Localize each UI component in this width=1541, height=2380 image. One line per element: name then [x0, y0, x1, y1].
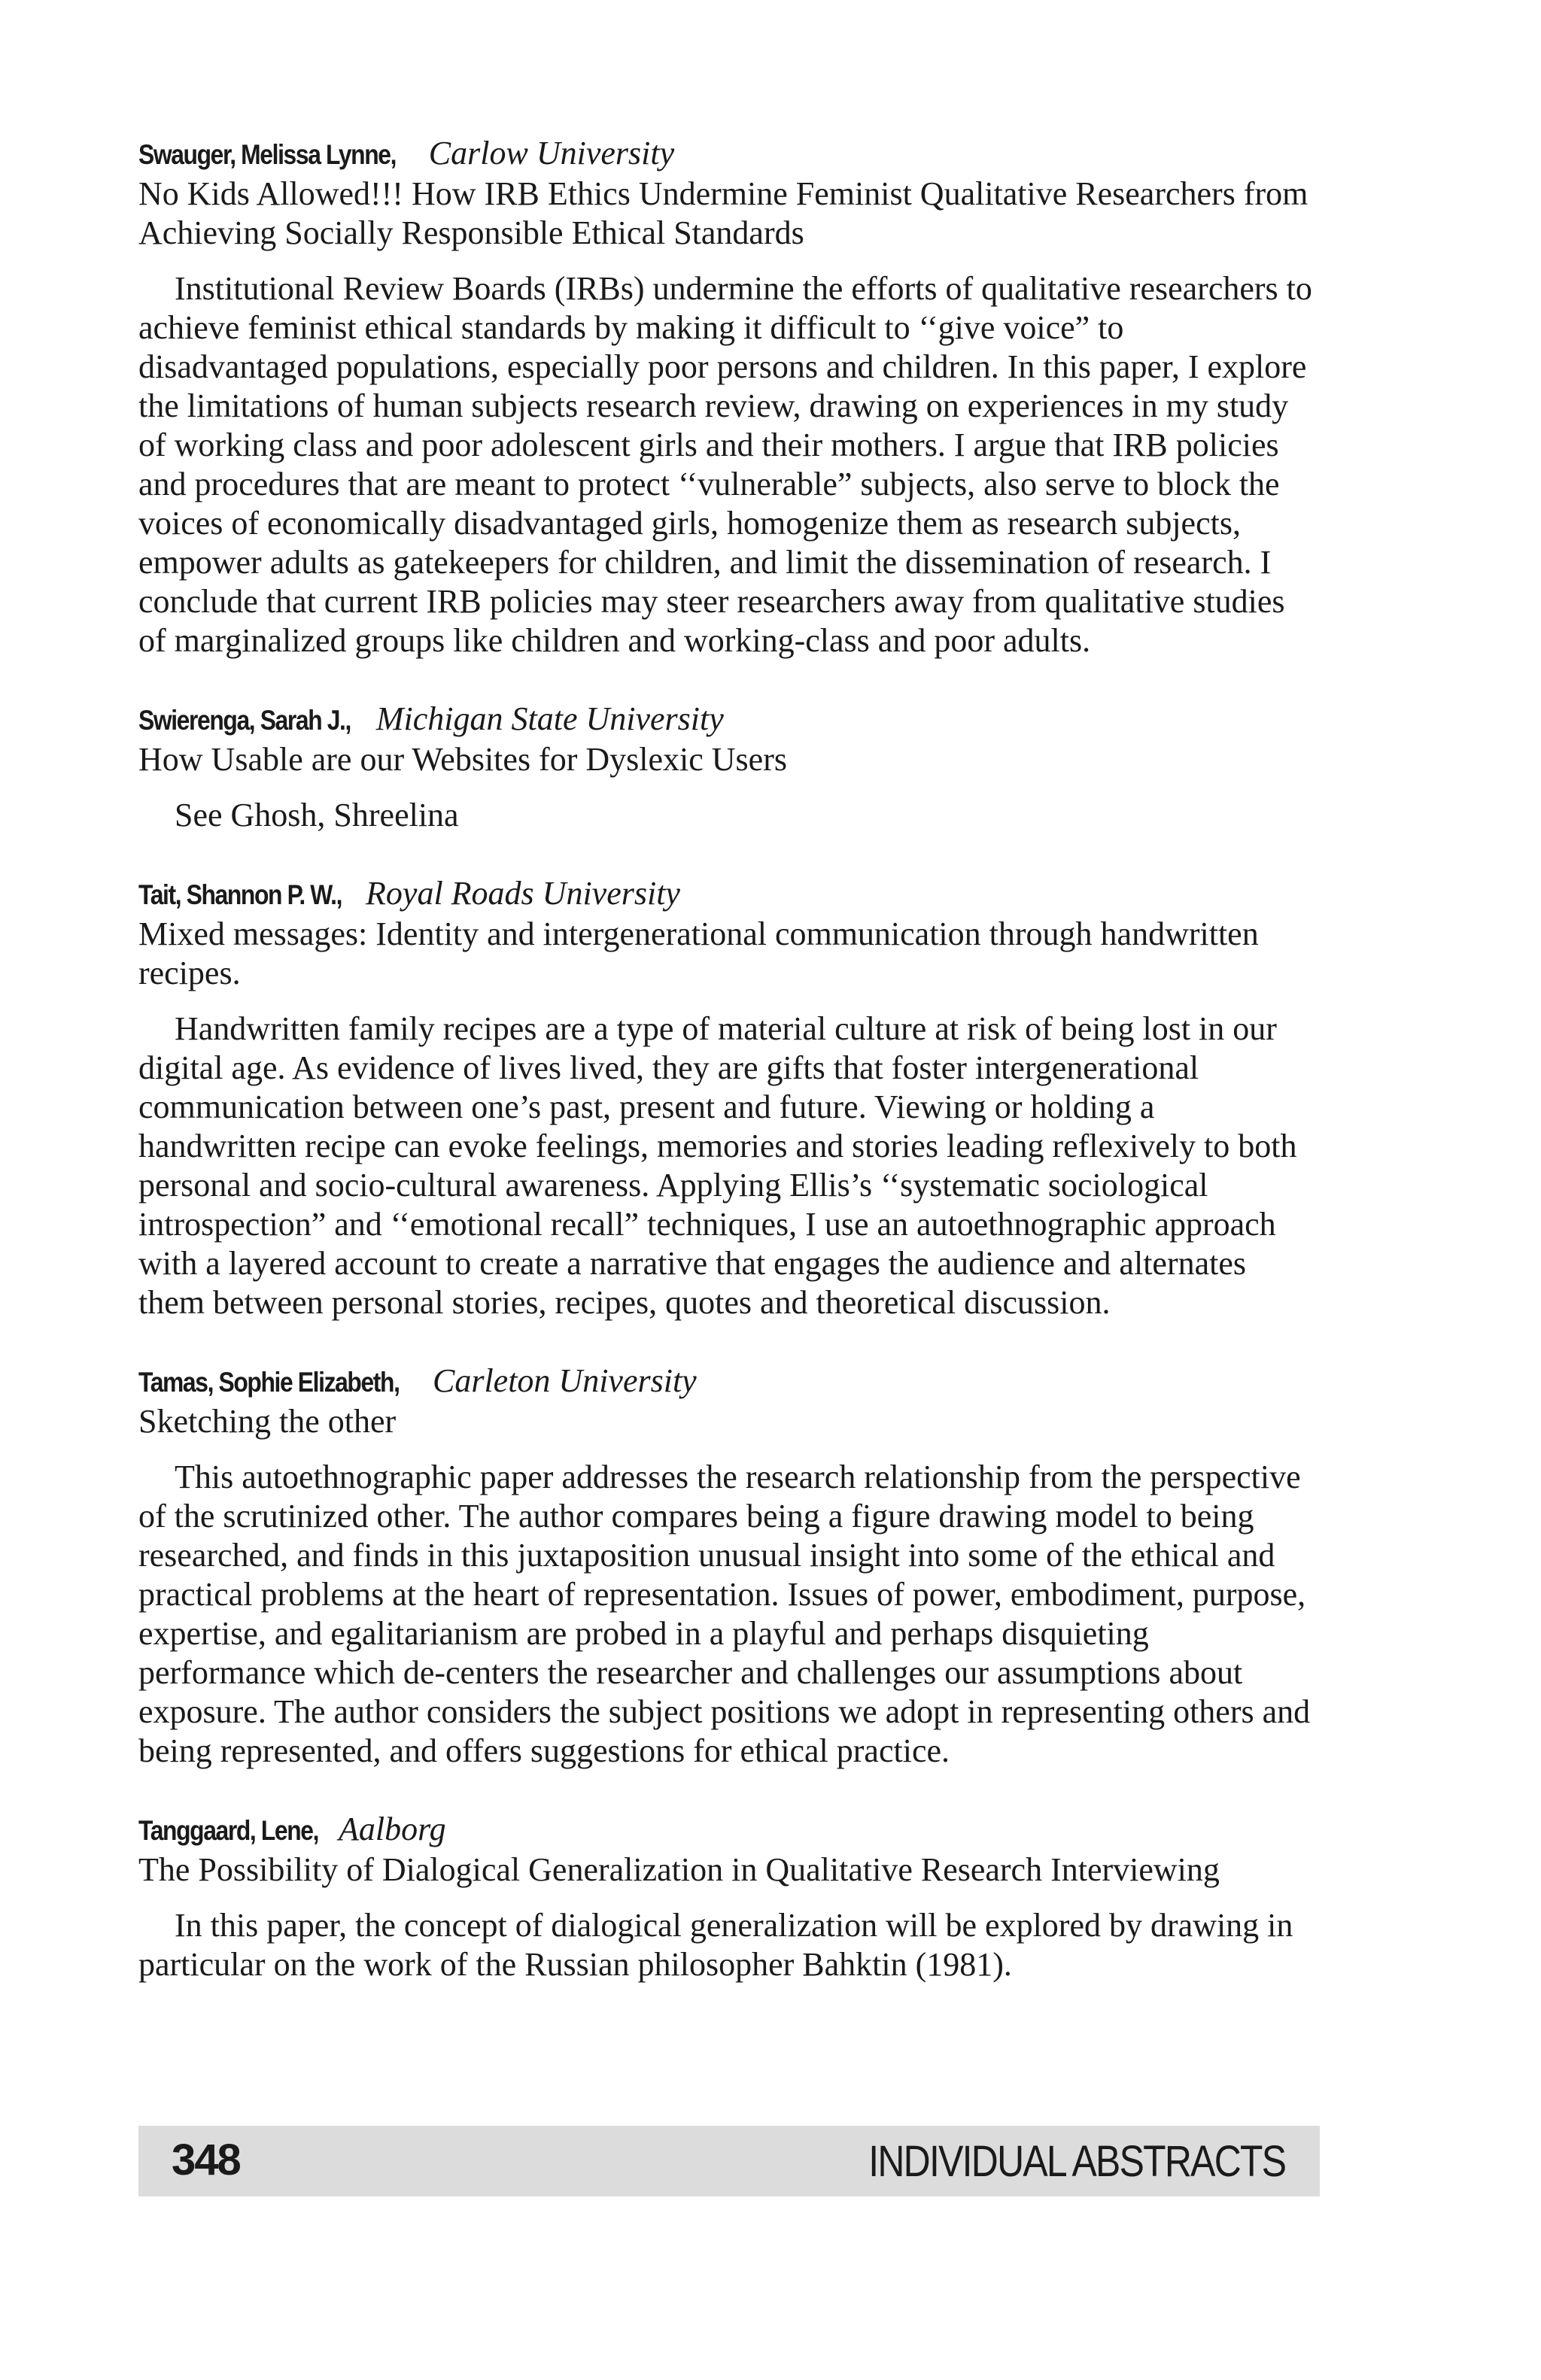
author-name: Swierenga, Sarah J., [138, 705, 351, 736]
abstract-text: Institutional Review Boards (IRBs) undermine the efforts of qualitative researchers to achieve feminist ethical standards by making it difficult to ‘‘give voice” to disadvantaged populations, especially poor persons and children. In this paper, I explore the limitations of human subjects research review, drawing on experiences in my study of working class and poor adolescent girls and their mothers. I argue that IRB policies and procedures that are meant to protect ‘‘vulnerable” subjects, also serve to block the voices of economically disadvantaged girls, homogenize them as research subjects, empower adults as gatekeepers for children, and limit the dissemination of research. I conclude that current IRB policies may steer researchers away from qualitative studies of marginalized groups like children and working-class and poor adults. [138, 270, 1312, 659]
page-number: 348 [172, 2136, 240, 2184]
abstract-text: See Ghosh, Shreelina [175, 797, 459, 833]
abstract-entry [138, 700, 1320, 835]
abstract-entry [138, 1362, 1320, 1771]
author-name: Swauger, Melissa Lynne, [138, 139, 397, 170]
paper-title: The Possibility of Dialogical Generalization in Qualitative Research Interviewing [138, 1851, 1220, 1888]
abstract-text: Handwritten family recipes are a type of material culture at risk of being lost in our digital age. As evidence of lives lived, they are gifts that foster intergenerational communication between one’s past, present and future. Viewing or holding a handwritten recipe can evoke feelings, memories and stories leading reflexively to both personal and socio-cultural awareness. Applying Ellis’s ‘‘systematic sociological introspection” and ‘‘emotional recall” techniques, I use an autoethnographic approach with a layered account to create a narrative that engages the audience and alternates them between personal stories, recipes, quotes and theoretical discussion. [138, 1010, 1297, 1321]
section-title: INDIVIDUAL ABSTRACTS [868, 2137, 1285, 2186]
paper-title: No Kids Allowed!!! How IRB Ethics Undermine Feminist Qualitative Researchers from Achieving Socially Responsible Ethical Standards [138, 175, 1308, 251]
author-name: Tait, Shannon P. W., [138, 879, 342, 910]
abstract-text: This autoethnographic paper addresses the research relationship from the perspective of the scrutinized other. The author compares being a figure drawing model to being researched, and finds in this juxtaposition unusual insight into some of the ethical and practical problems at the heart of representation. Issues of power, embodiment, purpose, expertise, and egalitarianism are probed in a playful and perhaps disquieting performance which de-centers the researcher and challenges our assumptions about exposure. The author considers the subject positions we adopt in representing others and being represented, and offers suggestions for ethical practice. [138, 1459, 1311, 1769]
entry-header [138, 1362, 1320, 1402]
entry-header [138, 700, 1320, 740]
abstract-entry [138, 874, 1320, 1322]
abstract-entry [138, 134, 1320, 660]
institution: Royal Roads University [366, 875, 680, 912]
institution: Carlow University [428, 135, 675, 172]
entry-header [138, 134, 1320, 175]
page-footer [138, 2126, 1320, 2196]
abstract-text: In this paper, the concept of dialogical generalization will be explored by drawing in particular on the work of the Russian philosopher Bahktin (1981). [138, 1907, 1293, 1983]
institution: Michigan State University [375, 700, 724, 737]
paper-title: How Usable are our Websites for Dyslexic Users [138, 741, 787, 778]
author-name: Tamas, Sophie Elizabeth, [138, 1367, 400, 1398]
author-name: Tanggaard, Lene, [138, 1815, 319, 1846]
paper-title: Mixed messages: Identity and intergenerational communication through handwritten recipes. [138, 915, 1259, 991]
entry-header [138, 1810, 1320, 1850]
abstracts-column [138, 134, 1320, 2023]
paper-title: Sketching the other [138, 1403, 397, 1440]
institution: Aalborg [339, 1811, 446, 1847]
entry-header [138, 874, 1320, 915]
institution: Carleton University [432, 1362, 697, 1399]
abstract-entry [138, 1810, 1320, 1984]
